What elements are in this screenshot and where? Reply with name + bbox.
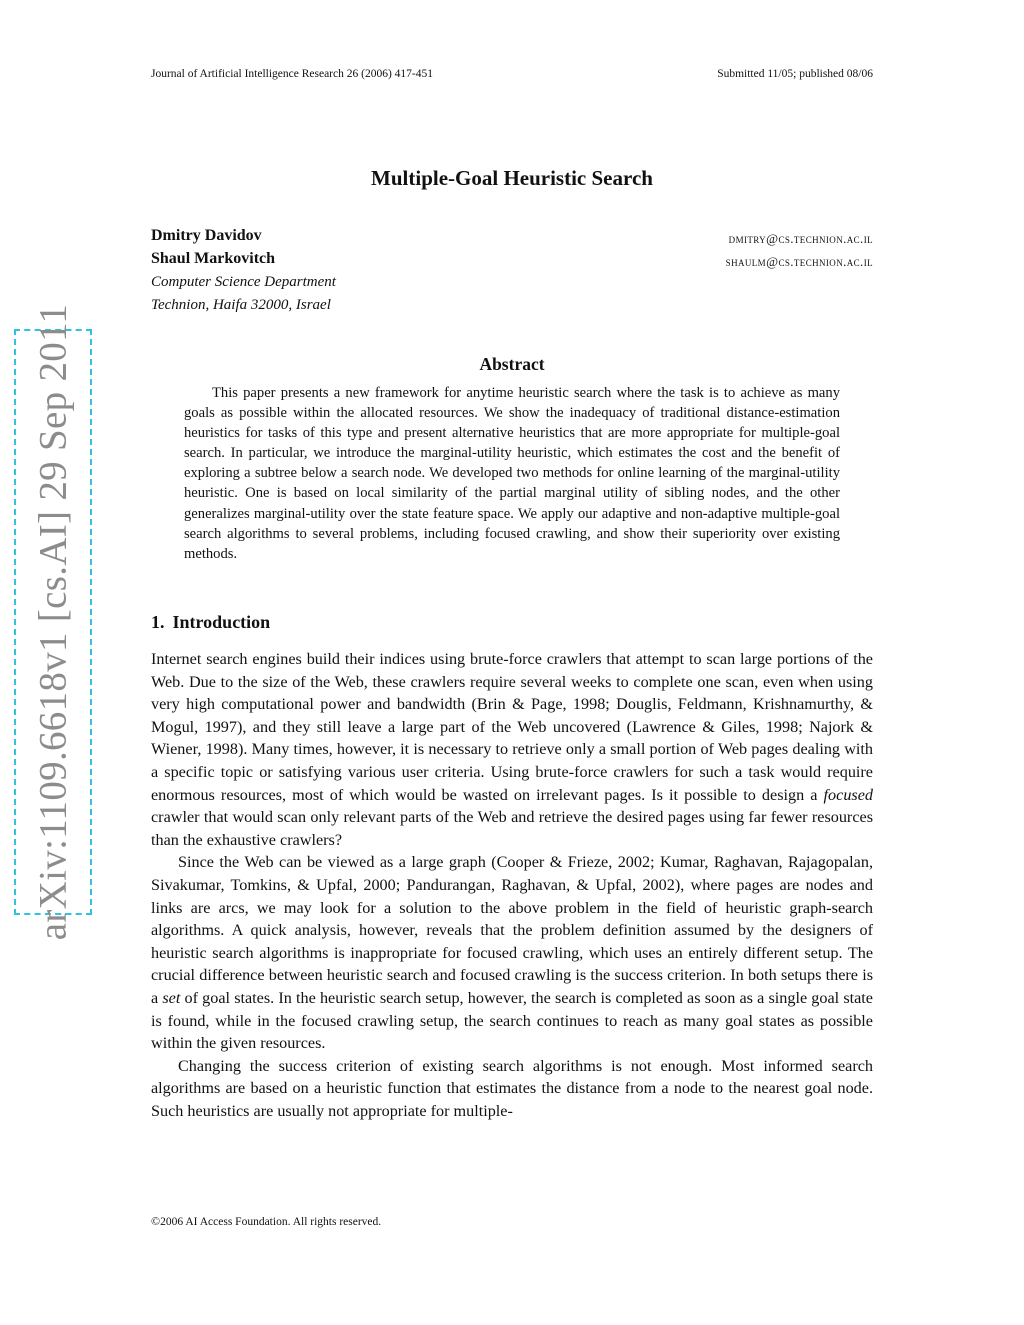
paragraph (151, 851, 873, 1054)
arxiv-identifier: arXiv:1109.6618v1 [cs.AI] 29 Sep 2011 (31, 303, 75, 941)
abstract-heading: Abstract (479, 354, 545, 374)
abstract-body (184, 383, 840, 564)
author-email: dmitry@cs.technion.ac.il (728, 231, 873, 246)
paragraph-text: Changing the success criterion of existing search algorithms is not enough. Most informed search algorithms are based on a heuristic function that estimates the distance from a node to the nearest goal node. Such heuristics are usually not appropriate for multiple- (151, 1056, 873, 1120)
paper-title: Multiple-Goal Heuristic Search (371, 166, 653, 190)
affiliation-address: Technion, Haifa 32000, Israel (151, 297, 331, 313)
paragraph (151, 1055, 873, 1123)
emphasis: set (162, 988, 181, 1007)
author-name: Dmitry Davidov (151, 227, 262, 244)
body-text (151, 648, 873, 1122)
copyright-symbol: © (151, 1214, 161, 1228)
paragraph-text: of goal states. In the heuristic search setup, however, the search is completed as soon as a single goal state is found, while in the focused crawling setup, the search continues to reach as many goal states as possible within the given resources. (151, 988, 873, 1053)
journal-header: Journal of Artificial Intelligence Research 26 (2006) 417-451 (151, 68, 433, 80)
paragraph-text: Since the Web can be viewed as a large graph (Cooper & Frieze, 2002; Kumar, Raghavan, Rajagopalan, Sivakumar, Tomkins, & Upfal, 2000; Pandurangan, Raghavan, & Upfal, 2002), where pages are nodes and links are arcs, we may look for a solution to the above problem in the field of heuristic graph-search algorithms. A quick analysis, however, reveals that the problem definition assumed by the designers of heuristic search algorithms is inappropriate for focused crawling, which uses an entirely different setup. The crucial difference between heuristic search and focused crawling is the success criterion. In both setups there is a (151, 853, 873, 1007)
author-name: Shaul Markovitch (151, 250, 276, 267)
paragraph (151, 648, 873, 851)
section-number: 1. (151, 612, 165, 632)
affiliation-department: Computer Science Department (151, 274, 336, 290)
copyright-text: 2006 AI Access Foundation. All rights reserved. (160, 1216, 382, 1228)
paragraph-text: crawler that would scan only relevant parts of the Web and retrieve the desired pages using far fewer resources than the exhaustive crawlers? (151, 808, 873, 849)
section-title: Introduction (172, 612, 271, 632)
arxiv-stamp (14, 303, 92, 941)
author-email: shaulm@cs.technion.ac.il (725, 254, 873, 269)
paragraph-text: Internet search engines build their indices using brute-force crawlers that attempt to scan large portions of the Web. Due to the size of the Web, these crawlers require several weeks to complete one scan, even when using very high computational power and bandwidth (Brin & Page, 1998; Douglis, Feldmann, Krishnamurthy, & Mogul, 1997), and they still leave a large part of the Web uncovered (Lawrence & Giles, 1998; Najork & Wiener, 1998). Many times, however, it is necessary to retrieve only a small portion of Web pages dealing with a specific topic or satisfying various user criteria. Using brute-force crawlers for such a task would require enormous resources, most of which would be wasted on irrelevant pages. Is it possible to design a (151, 650, 873, 804)
emphasis: focused (823, 785, 873, 804)
section-heading (151, 612, 270, 633)
submission-dates: Submitted 11/05; published 08/06 (717, 68, 873, 80)
abstract-text: This paper presents a new framework for anytime heuristic search where the task is to achieve as many goals as possible within the allocated resources. We show the inadequacy of traditional distance-estimation heuristics for tasks of this type and present alternative heuristics that are more appropriate for multiple-goal search. In particular, we introduce the marginal-utility heuristic, which estimates the cost and the benefit of exploring a subtree below a search node. We developed two methods for online learning of the marginal-utility heuristic. One is based on local similarity of the partial marginal utility of sibling nodes, and the other generalizes marginal-utility over the state feature space. We apply our adaptive and non-adaptive multiple-goal search algorithms to several problems, including focused crawling, and show their superiority over existing methods. (184, 385, 840, 562)
copyright-footer (151, 1214, 381, 1229)
